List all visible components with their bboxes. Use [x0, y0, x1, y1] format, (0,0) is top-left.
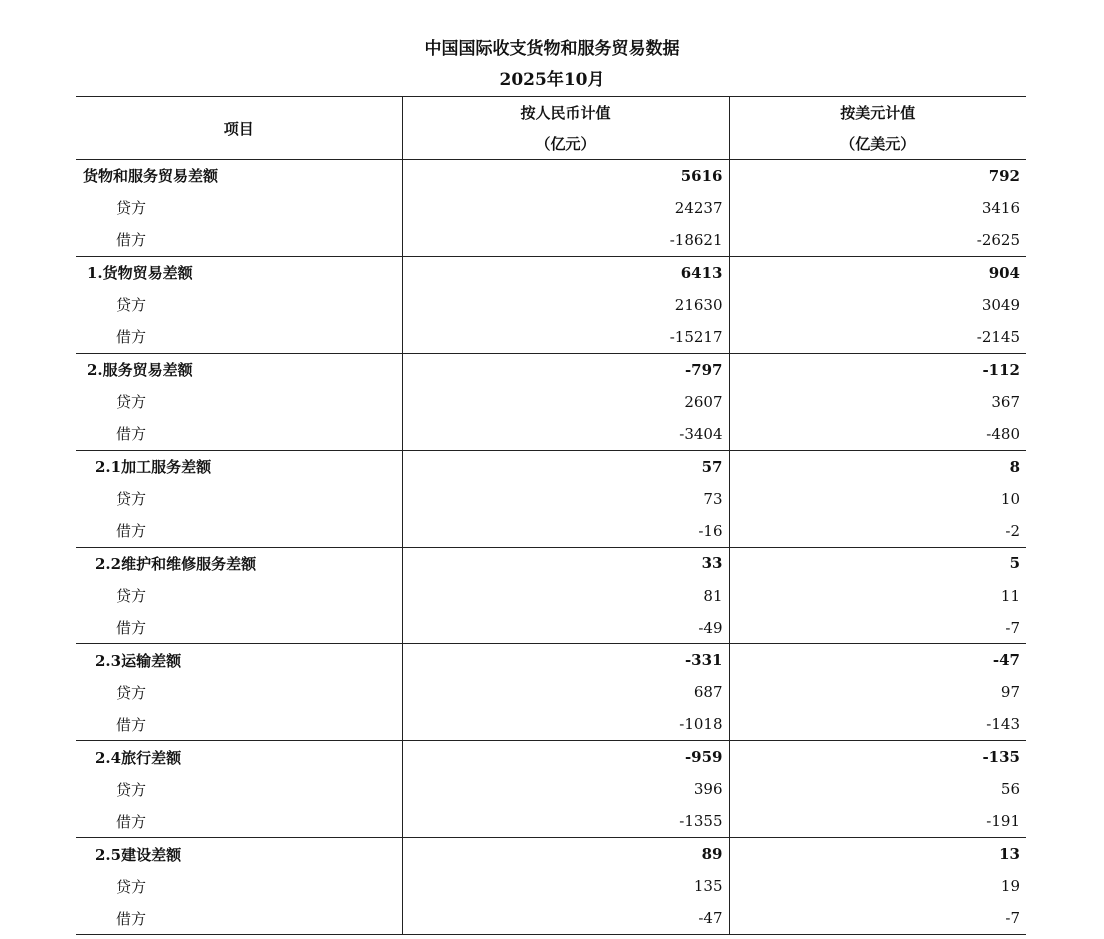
debit-row: [76, 224, 1026, 256]
row-label: 2.2维护和维修服务差额: [95, 554, 257, 573]
usd-value: 13: [729, 838, 1026, 870]
usd-value: 8: [729, 450, 1026, 482]
debit-row: [76, 612, 1026, 644]
page-title: 中国国际收支货物和服务贸易数据: [424, 39, 680, 59]
usd-value: 792: [729, 160, 1026, 192]
row-label: 贷方: [116, 780, 147, 799]
usd-value: 11: [729, 579, 1026, 611]
rmb-value: -959: [402, 741, 729, 773]
usd-unit-label: （亿美元）: [729, 129, 1026, 160]
balance-row: [76, 160, 1026, 192]
usd-value: -2145: [729, 321, 1026, 353]
credit-row: [76, 192, 1026, 224]
usd-value: -47: [729, 644, 1026, 676]
rmb-value: 5616: [402, 160, 729, 192]
usd-value: -191: [729, 805, 1026, 837]
rmb-value: 21630: [402, 289, 729, 321]
usd-value: -2625: [729, 224, 1026, 256]
rmb-value: 89: [402, 838, 729, 870]
item-column-header: 项目: [76, 97, 402, 160]
balance-row: [76, 644, 1026, 676]
rmb-value: 81: [402, 579, 729, 611]
usd-value: 5: [729, 547, 1026, 579]
period-subtitle: 2025年10月: [499, 70, 605, 90]
usd-value: -112: [729, 353, 1026, 385]
row-label: 2.5建设差额: [95, 845, 182, 864]
row-label: 1.货物贸易差额: [87, 264, 193, 283]
row-label: 2.服务贸易差额: [87, 361, 193, 380]
usd-value: 56: [729, 773, 1026, 805]
usd-value: -135: [729, 741, 1026, 773]
rmb-value: -3404: [402, 418, 729, 450]
usd-value: -2: [729, 515, 1026, 547]
rmb-value: -797: [402, 353, 729, 385]
rmb-value: -49: [402, 612, 729, 644]
balance-row: [76, 450, 1026, 482]
debit-row: [76, 805, 1026, 837]
balance-row: [76, 256, 1026, 288]
row-label: 借方: [76, 418, 402, 450]
row-label: 借方: [76, 612, 402, 644]
row-label: 2.3运输差额: [95, 651, 182, 670]
rmb-value: 2607: [402, 386, 729, 418]
rmb-column-header: 按人民币计值: [402, 97, 729, 129]
usd-column-header: 按美元计值: [729, 97, 1026, 129]
debit-row: [76, 515, 1026, 547]
row-label: 贷方: [116, 587, 147, 605]
credit-row: [76, 386, 1026, 418]
usd-value: 3049: [729, 289, 1026, 321]
row-label: 贷方: [116, 393, 147, 412]
row-label: 贷方: [116, 296, 147, 315]
rmb-value: 687: [402, 676, 729, 708]
row-label: 借方: [76, 902, 402, 934]
row-label: 2.1加工服务差额: [95, 458, 212, 477]
row-label: 贷方: [116, 683, 147, 702]
usd-value: 97: [729, 676, 1026, 708]
usd-value: 10: [729, 482, 1026, 514]
usd-value: 3416: [729, 192, 1026, 224]
debit-row: [76, 902, 1026, 934]
rmb-value: -1355: [402, 805, 729, 837]
balance-row: [76, 741, 1026, 773]
rmb-value: 396: [402, 773, 729, 805]
rmb-value: 73: [402, 482, 729, 514]
credit-row: [76, 579, 1026, 611]
debit-row: [76, 321, 1026, 353]
rmb-value: -1018: [402, 709, 729, 741]
rmb-value: -18621: [402, 224, 729, 256]
credit-row: [76, 870, 1026, 902]
debit-row: [76, 418, 1026, 450]
credit-row: [76, 676, 1026, 708]
rmb-value: -47: [402, 902, 729, 934]
rmb-value: 135: [402, 870, 729, 902]
row-label: 贷方: [116, 877, 147, 896]
rmb-unit-label: （亿元）: [402, 129, 729, 160]
row-label: 借方: [76, 515, 402, 547]
balance-row: [76, 547, 1026, 579]
usd-value: 367: [729, 386, 1026, 418]
credit-row: [76, 482, 1026, 514]
table-header: [76, 97, 1026, 160]
row-label: 借方: [76, 224, 402, 256]
row-label: 2.4旅行差额: [95, 748, 182, 767]
row-label: 货物和服务贸易差额: [83, 167, 219, 186]
rmb-value: 57: [402, 450, 729, 482]
trade-data-table: [76, 96, 1026, 935]
row-label: 贷方: [116, 199, 147, 218]
rmb-value: -331: [402, 644, 729, 676]
rmb-value: 24237: [402, 192, 729, 224]
usd-value: 19: [729, 870, 1026, 902]
table-body: [76, 160, 1026, 935]
row-label: 贷方: [116, 490, 147, 509]
credit-row: [76, 289, 1026, 321]
balance-row: [76, 838, 1026, 870]
row-label: 借方: [76, 709, 402, 741]
credit-row: [76, 773, 1026, 805]
row-label: 借方: [76, 321, 402, 353]
row-label: 借方: [76, 805, 402, 837]
usd-value: -7: [729, 612, 1026, 644]
usd-value: -480: [729, 418, 1026, 450]
rmb-value: 33: [402, 547, 729, 579]
usd-value: -143: [729, 709, 1026, 741]
balance-row: [76, 353, 1026, 385]
rmb-value: 6413: [402, 256, 729, 288]
usd-value: 904: [729, 256, 1026, 288]
usd-value: -7: [729, 902, 1026, 934]
debit-row: [76, 709, 1026, 741]
rmb-value: -16: [402, 515, 729, 547]
rmb-value: -15217: [402, 321, 729, 353]
